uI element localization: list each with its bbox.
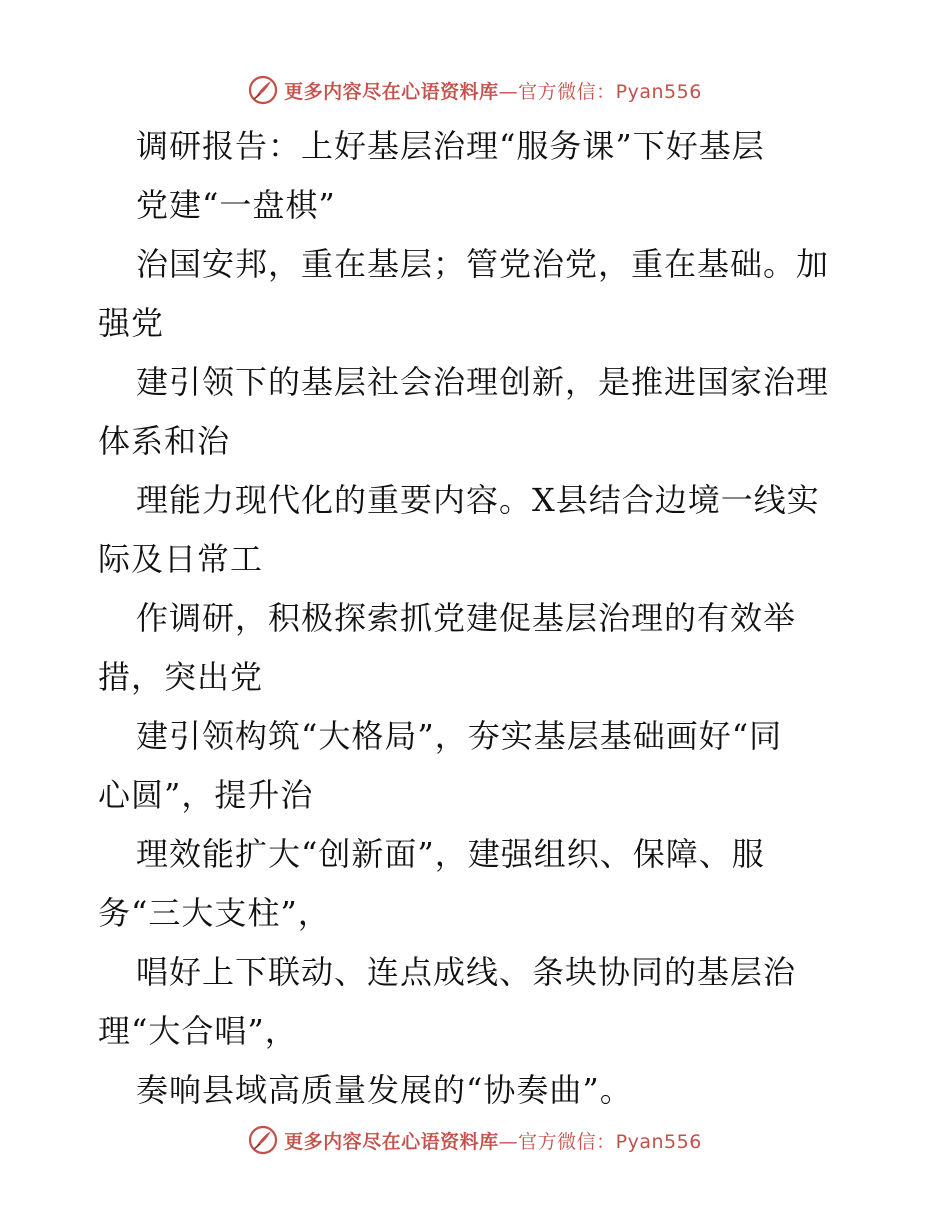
document-line: 党建“一盘棋” — [136, 186, 336, 224]
document-line: 理“大合唱”， — [98, 1012, 298, 1050]
footer-watermark-banner — [0, 1120, 950, 1160]
document-line: 措，突出党 — [98, 658, 264, 696]
watermark-wechat: 官方微信：Pyan556 — [518, 80, 702, 103]
document-line: 唱好上下联动、连点成线、条块协同的基层治 — [136, 953, 797, 991]
document-line: 治国安邦，重在基层；管党治党，重在基础。加 — [136, 245, 830, 283]
document-line: 际及日常工 — [98, 540, 264, 578]
watermark-dash: — — [498, 1130, 519, 1153]
document-line: 强党 — [98, 304, 165, 342]
document-line: 体系和治 — [98, 422, 231, 460]
watermark-wechat: 官方微信：Pyan556 — [518, 1130, 702, 1153]
document-line: 心圆”，提升治 — [98, 776, 314, 814]
watermark-site-name: 更多内容尽在心语资料库 — [284, 80, 499, 103]
document-line: 理效能扩大“创新面”，建强组织、保障、服 — [136, 835, 765, 873]
document-line: 作调研，积极探索抓党建促基层治理的有效举 — [136, 599, 797, 637]
footer-watermark-text — [284, 1127, 702, 1154]
document-line: 建引领构筑“大格局”，夯实基层基础画好“同 — [136, 717, 783, 755]
document-line: 调研报告：上好基层治理“服务课”下好基层 — [136, 127, 765, 165]
watermark-dash: — — [498, 80, 519, 103]
watermark-site-name: 更多内容尽在心语资料库 — [284, 1130, 499, 1153]
document-line: 建引领下的基层社会治理创新，是推进国家治理 — [136, 363, 830, 401]
document-line: 务“三大支柱”， — [98, 894, 331, 932]
document-line: 奏响县域高质量发展的“协奏曲”。 — [136, 1071, 633, 1109]
feather-pen-logo-icon — [248, 1125, 278, 1155]
document-line: 理能力现代化的重要内容。X县结合边境一线实 — [136, 481, 820, 519]
